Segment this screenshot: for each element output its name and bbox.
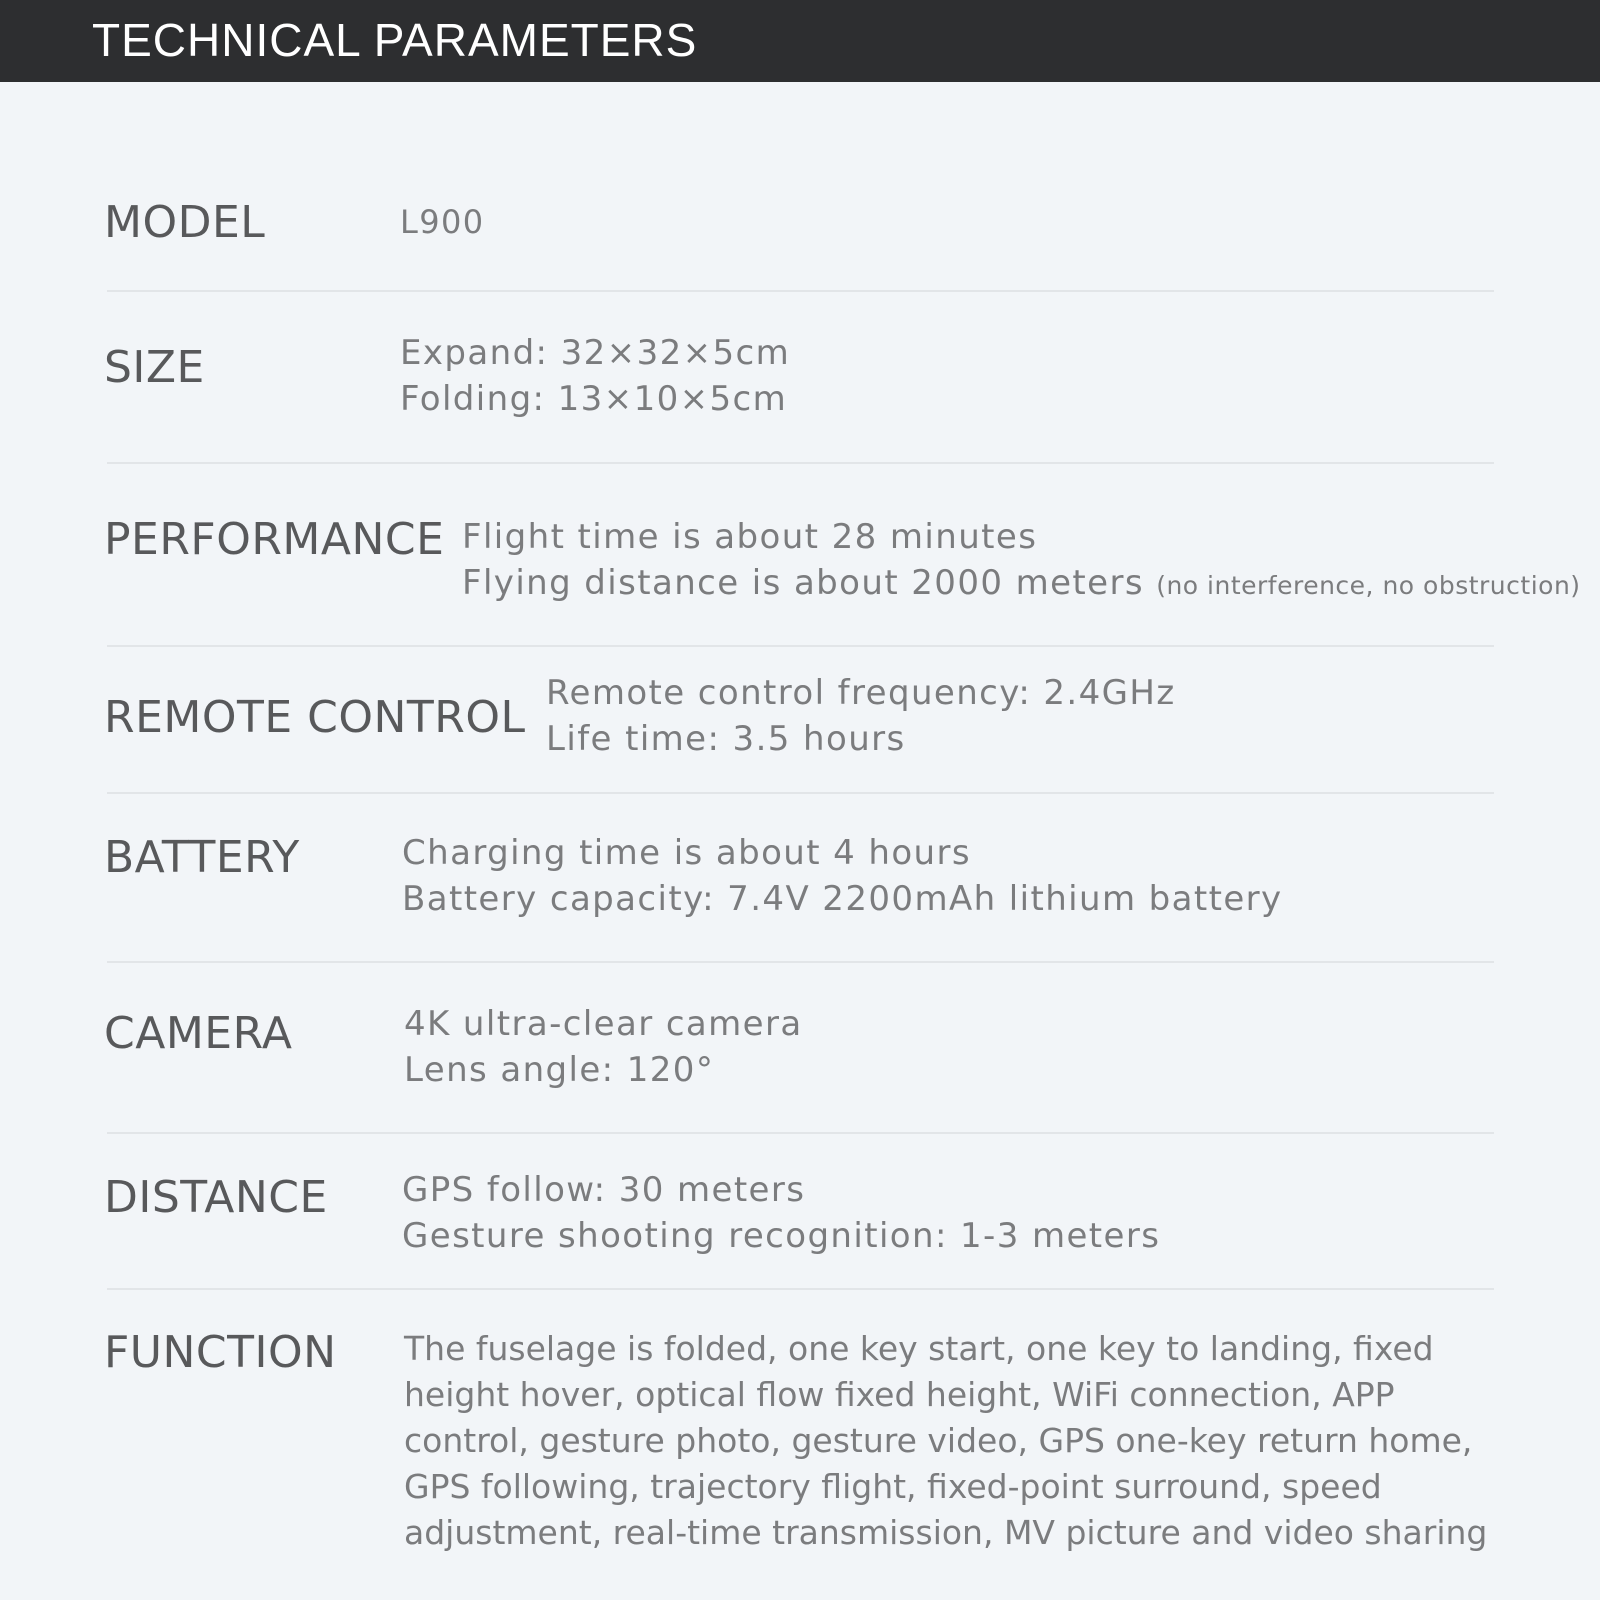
spec-label-remote-control: REMOTE CONTROL xyxy=(104,692,526,743)
spec-value-remote-control xyxy=(546,670,1176,762)
performance-flying-distance-line xyxy=(462,560,1581,609)
spec-label-camera: CAMERA xyxy=(104,1008,293,1059)
model-value: L900 xyxy=(400,203,485,241)
spec-label-function: FUNCTION xyxy=(104,1327,337,1378)
size-folding: Folding: 13×10×5cm xyxy=(400,379,788,419)
spec-label-battery: BATTERY xyxy=(104,832,300,883)
remote-life-time: Life time: 3.5 hours xyxy=(546,719,906,759)
performance-note: (no interference, no obstruction) xyxy=(1156,571,1581,600)
spec-value-size xyxy=(400,330,790,422)
spec-label-model: MODEL xyxy=(104,197,266,248)
spec-label-performance: PERFORMANCE xyxy=(104,514,445,565)
spec-value-function: The fuselage is folded, one key start, one key to landing, fixed height hover, optical flow fixed height, WiFi connection, APP control, gesture photo, gesture video, GPS one-key return home, GPS following, trajectory flight, fixed-point surround, speed adjustment, real-time transmission, MV picture and video sharing xyxy=(404,1329,1488,1552)
battery-charging-time: Charging time is about 4 hours xyxy=(402,833,971,873)
spec-value-battery xyxy=(402,830,1283,922)
performance-flight-time: Flight time is about 28 minutes xyxy=(462,517,1038,557)
divider xyxy=(107,645,1494,647)
header-bar xyxy=(0,0,1600,82)
camera-lens-angle: Lens angle: 120° xyxy=(404,1050,715,1090)
performance-flying-distance: Flying distance is about 2000 meters xyxy=(462,563,1144,603)
spec-value-distance xyxy=(402,1167,1160,1259)
size-expand: Expand: 32×32×5cm xyxy=(400,333,791,373)
spec-value-camera xyxy=(404,1001,803,1093)
spec-label-size: SIZE xyxy=(104,342,205,393)
camera-resolution: 4K ultra-clear camera xyxy=(404,1004,803,1044)
divider xyxy=(107,1132,1494,1134)
distance-gesture-recognition: Gesture shooting recognition: 1-3 meters xyxy=(402,1216,1161,1256)
page-title: TECHNICAL PARAMETERS xyxy=(92,14,698,66)
spec-value-model xyxy=(400,199,485,245)
divider xyxy=(107,792,1494,794)
divider xyxy=(107,290,1494,292)
spec-value-performance xyxy=(462,514,1581,609)
spec-label-distance: DISTANCE xyxy=(104,1172,328,1223)
remote-frequency: Remote control frequency: 2.4GHz xyxy=(546,673,1176,713)
battery-capacity: Battery capacity: 7.4V 2200mAh lithium battery xyxy=(402,879,1283,919)
divider xyxy=(107,462,1494,464)
divider xyxy=(107,961,1494,963)
distance-gps-follow: GPS follow: 30 meters xyxy=(402,1170,806,1210)
divider xyxy=(107,1288,1494,1290)
